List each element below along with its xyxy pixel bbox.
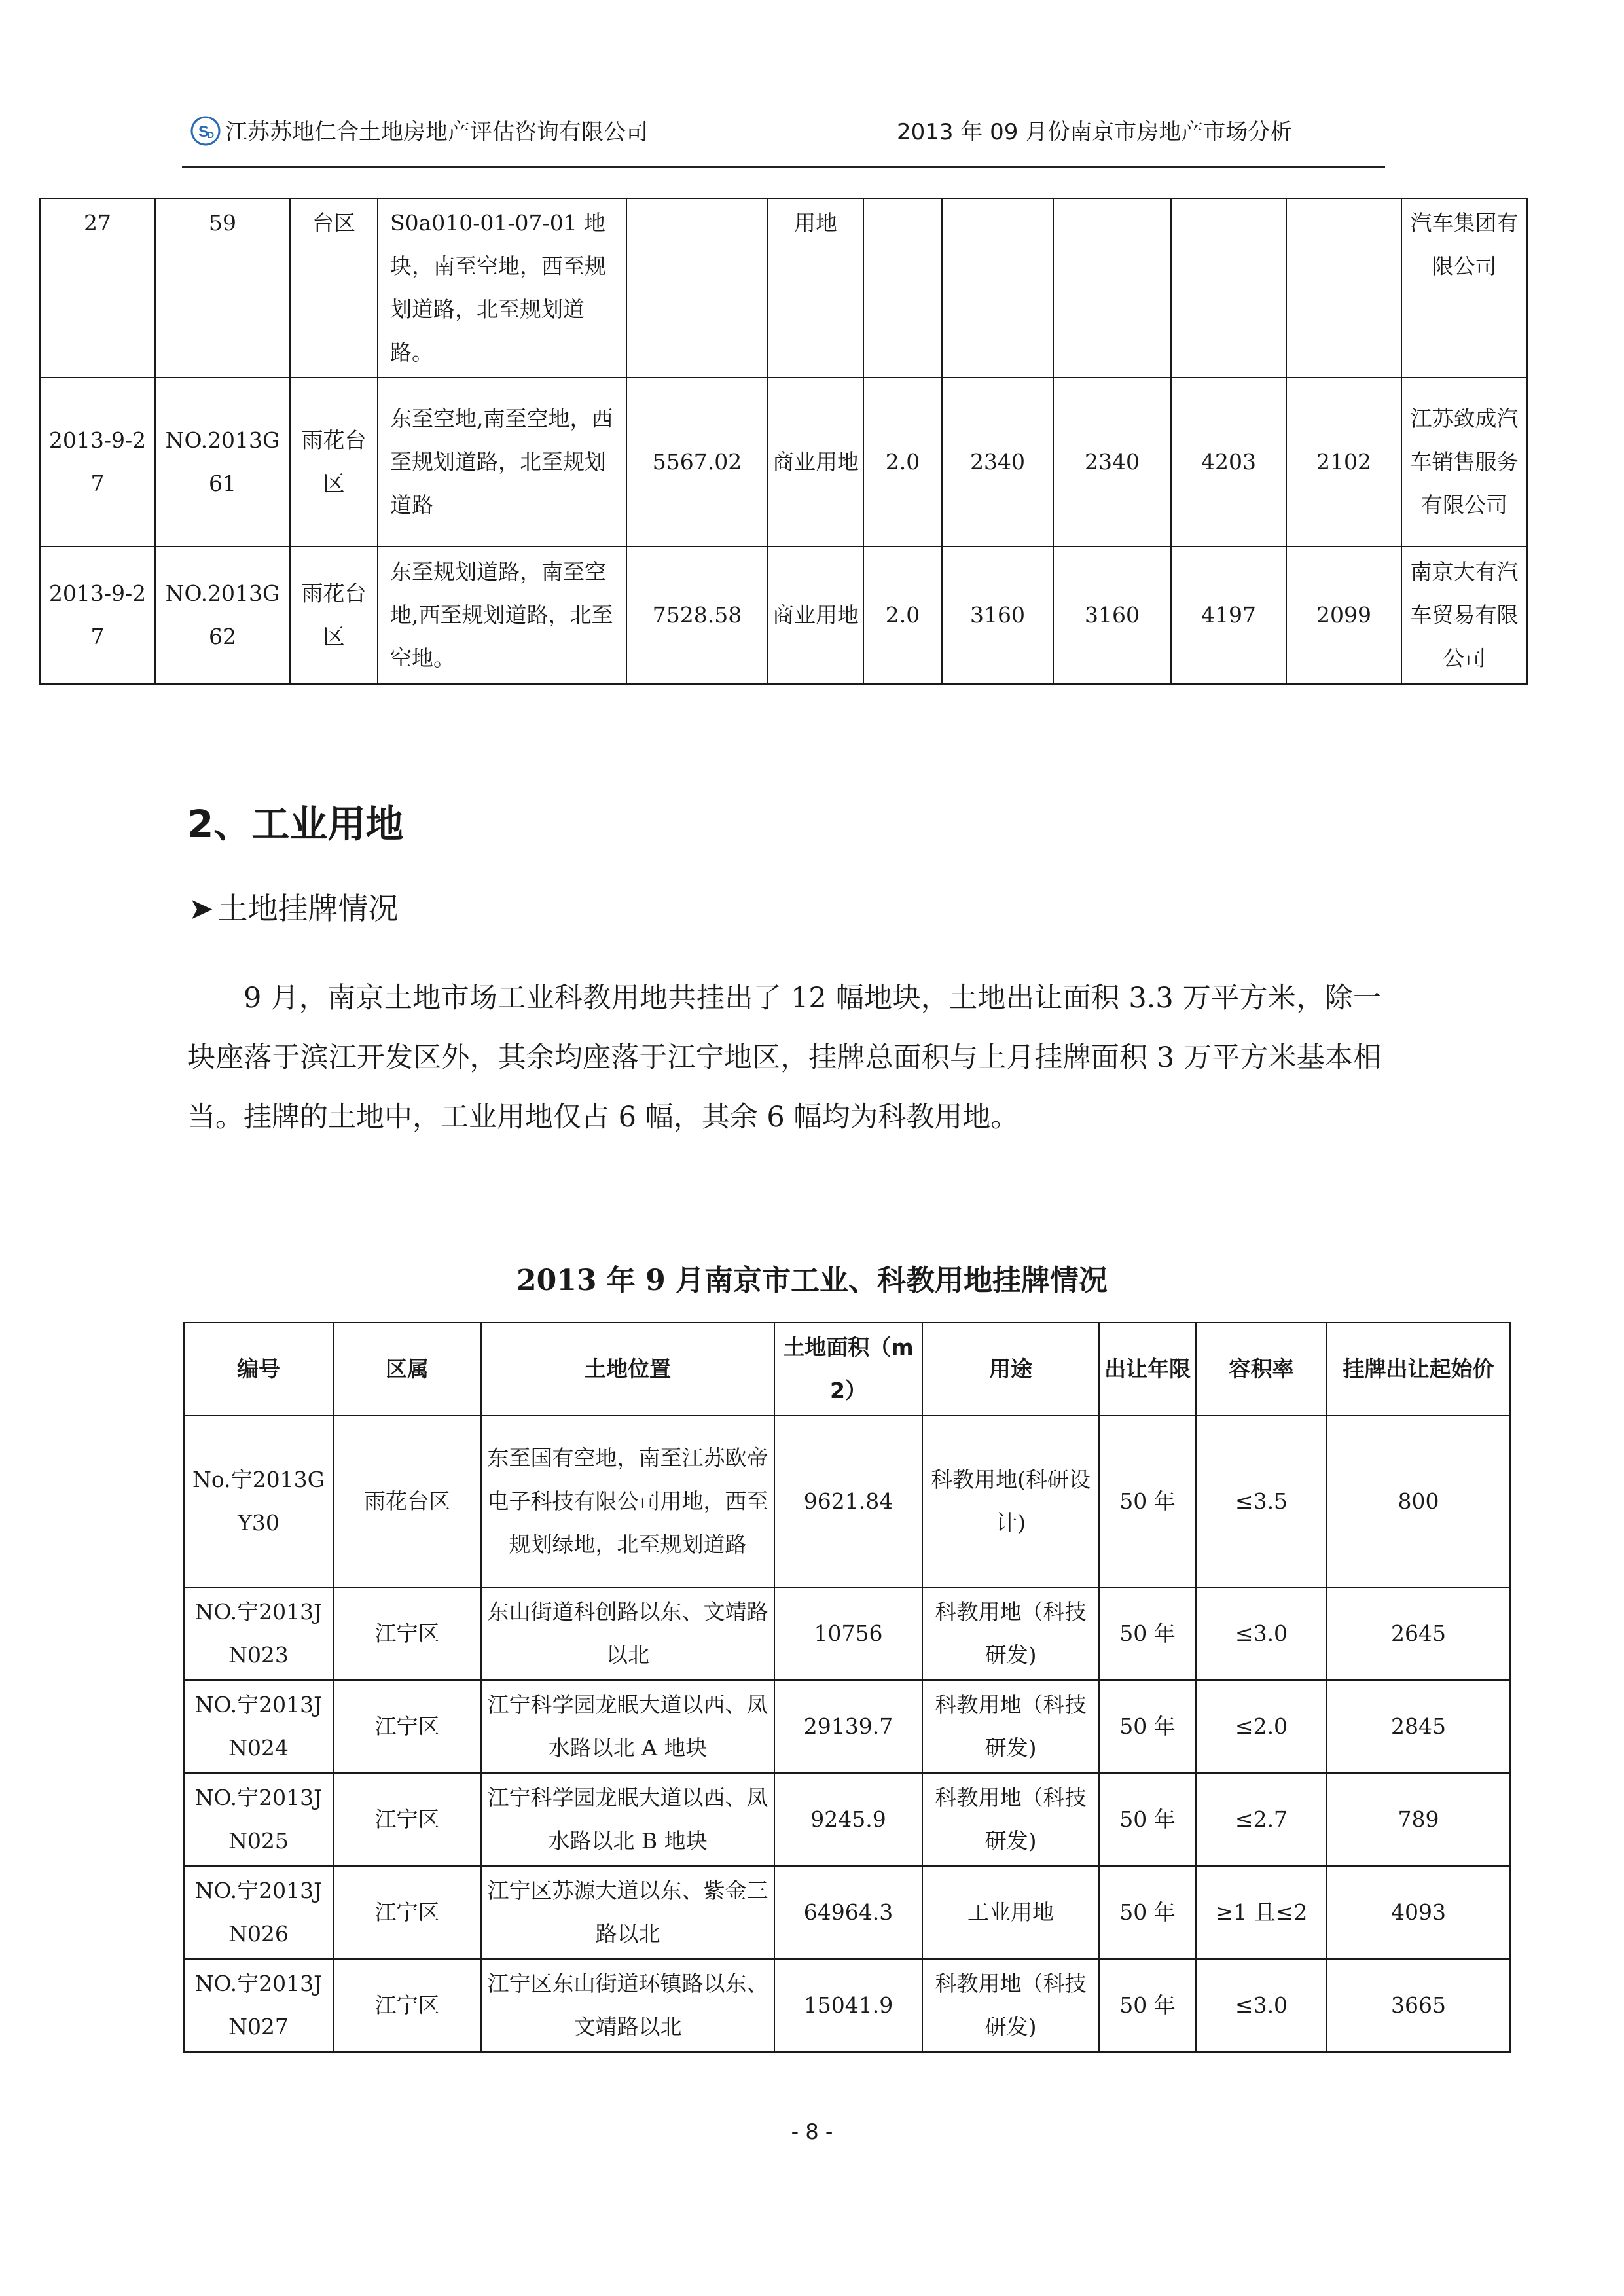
cell-location: 江宁科学园龙眠大道以西、凤水路以北 A 地块 [481,1680,774,1773]
cell-floor-price: 2102 [1286,378,1401,547]
cell-start-price [942,198,1053,378]
cell-unit-price [1171,198,1286,378]
cell-price: 3665 [1327,1959,1510,2052]
cell-ratio: ≤2.7 [1196,1773,1327,1866]
cell-date: 2013-9-27 [40,378,155,547]
header-company-name: 江苏苏地仁合土地房地产评估咨询有限公司 [225,119,648,145]
cell-area: 15041.9 [774,1959,922,2052]
cell-use: 商业用地 [768,378,863,547]
cell-term: 50 年 [1099,1416,1196,1587]
cell-term: 50 年 [1099,1587,1196,1680]
page-number: - 8 - [791,2119,833,2144]
cell-area: 5567.02 [626,378,768,547]
table-row [40,198,1527,378]
cell-use: 用地 [768,198,863,378]
svg-text:S: S [198,123,209,141]
cell-term: 50 年 [1099,1866,1196,1959]
cell-code: NO.2013G62 [155,547,290,684]
cell-price: 789 [1327,1773,1510,1866]
cell-price: 2645 [1327,1587,1510,1680]
cell-code: NO.宁2013JN025 [184,1773,333,1866]
cell-deal-price: 2340 [1053,378,1171,547]
table-row [184,1680,1510,1773]
subsection-heading [189,885,399,928]
column-header: 挂牌出让起始价 [1327,1323,1510,1416]
cell-start-price: 3160 [942,547,1053,684]
column-header: 出让年限 [1099,1323,1196,1416]
cell-area: 29139.7 [774,1680,922,1773]
company-logo-icon [190,115,221,147]
column-header: 区属 [333,1323,481,1416]
cell-code: NO.宁2013JN024 [184,1680,333,1773]
cell-ratio: ≤2.0 [1196,1680,1327,1773]
cell-location: 东至规划道路，南至空地,西至规划道路，北至空地。 [378,547,626,684]
cell-location: 东至空地,南至空地，西至规划道路，北至规划道路 [378,378,626,547]
cell-location: 东山街道科创路以东、文靖路以北 [481,1587,774,1680]
cell-use: 工业用地 [922,1866,1099,1959]
cell-deal-price [1053,198,1171,378]
arrow-right-icon: ➤ [189,891,214,926]
cell-ratio: 2.0 [863,547,942,684]
body-paragraph: 9 月，南京土地市场工业科教用地共挂出了 12 幅地块，土地出让面积 3.3 万平方米，除一块座落于滨江开发区外，其余均座落于江宁地区，挂牌总面积与上月挂牌面积 3 万平方米基本相当。挂牌的土地中，工业用地仅占 6 幅，其余 6 幅均为科教用地。 [187,982,1381,1134]
table-row [40,378,1527,547]
cell-district: 江宁区 [333,1773,481,1866]
cell-code: NO.宁2013JN023 [184,1587,333,1680]
cell-district: 江宁区 [333,1680,481,1773]
cell-district: 江宁区 [333,1587,481,1680]
table-caption: 2013 年 9 月南京市工业、科教用地挂牌情况 [516,1264,1108,1297]
cell-district: 雨花台区 [290,547,378,684]
cell-deal-price: 3160 [1053,547,1171,684]
cell-location: S0a010-01-07-01 地块，南至空地，西至规划道路，北至规划道路。 [378,198,626,378]
cell-price: 4093 [1327,1866,1510,1959]
table-row [184,1959,1510,2052]
cell-winner: 汽车集团有限公司 [1401,198,1527,378]
cell-ratio [863,198,942,378]
land-transaction-table [39,198,1528,685]
cell-use: 科教用地（科技研发) [922,1773,1099,1866]
table-row [184,1866,1510,1959]
cell-ratio: ≥1 且≤2 [1196,1866,1327,1959]
cell-area [626,198,768,378]
cell-area: 9621.84 [774,1416,922,1587]
column-header: 土地面积（m2） [774,1323,922,1416]
column-header: 用途 [922,1323,1099,1416]
cell-floor-price: 2099 [1286,547,1401,684]
cell-price: 2845 [1327,1680,1510,1773]
table-row [184,1587,1510,1680]
cell-area: 7528.58 [626,547,768,684]
cell-date: 27 [40,198,155,378]
column-header: 土地位置 [481,1323,774,1416]
cell-date: 2013-9-27 [40,547,155,684]
cell-location: 江宁科学园龙眠大道以西、凤水路以北 B 地块 [481,1773,774,1866]
cell-unit-price: 4203 [1171,378,1286,547]
cell-start-price: 2340 [942,378,1053,547]
subsection-title: 土地挂牌情况 [217,891,399,926]
header-report-title: 2013 年 09 月份南京市房地产市场分析 [897,119,1293,145]
cell-district: 台区 [290,198,378,378]
cell-district: 江宁区 [333,1866,481,1959]
cell-unit-price: 4197 [1171,547,1286,684]
table-row [184,1416,1510,1587]
cell-use: 科教用地（科技研发) [922,1680,1099,1773]
industrial-land-listing-table [183,1322,1511,2053]
table-row [40,547,1527,684]
cell-district: 雨花台区 [333,1416,481,1587]
cell-term: 50 年 [1099,1680,1196,1773]
cell-area: 64964.3 [774,1866,922,1959]
cell-code: NO.宁2013JN026 [184,1866,333,1959]
cell-code: 59 [155,198,290,378]
cell-ratio: ≤3.0 [1196,1959,1327,2052]
column-header: 编号 [184,1323,333,1416]
cell-use: 科教用地(科研设计) [922,1416,1099,1587]
cell-floor-price [1286,198,1401,378]
cell-ratio: ≤3.0 [1196,1587,1327,1680]
table-header-row [184,1323,1510,1416]
cell-code: NO.宁2013JN027 [184,1959,333,2052]
header-divider [182,166,1385,168]
cell-use: 科教用地（科技研发) [922,1587,1099,1680]
cell-area: 10756 [774,1587,922,1680]
cell-term: 50 年 [1099,1959,1196,2052]
cell-location: 江宁区苏源大道以东、紫金三路以北 [481,1866,774,1959]
table-row [184,1773,1510,1866]
section-title: 2、工业用地 [187,802,404,846]
cell-use: 科教用地（科技研发) [922,1959,1099,2052]
cell-ratio: ≤3.5 [1196,1416,1327,1587]
column-header: 容积率 [1196,1323,1327,1416]
cell-winner: 江苏致成汽车销售服务有限公司 [1401,378,1527,547]
cell-location: 东至国有空地，南至江苏欧帝电子科技有限公司用地，西至规划绿地，北至规划道路 [481,1416,774,1587]
cell-ratio: 2.0 [863,378,942,547]
cell-district: 雨花台区 [290,378,378,547]
cell-code: NO.2013G61 [155,378,290,547]
cell-location: 江宁区东山街道环镇路以东、文靖路以北 [481,1959,774,2052]
svg-text:D: D [208,130,215,140]
cell-use: 商业用地 [768,547,863,684]
cell-winner: 南京大有汽车贸易有限公司 [1401,547,1527,684]
cell-code: No.宁2013GY30 [184,1416,333,1587]
cell-area: 9245.9 [774,1773,922,1866]
cell-district: 江宁区 [333,1959,481,2052]
cell-price: 800 [1327,1416,1510,1587]
cell-term: 50 年 [1099,1773,1196,1866]
